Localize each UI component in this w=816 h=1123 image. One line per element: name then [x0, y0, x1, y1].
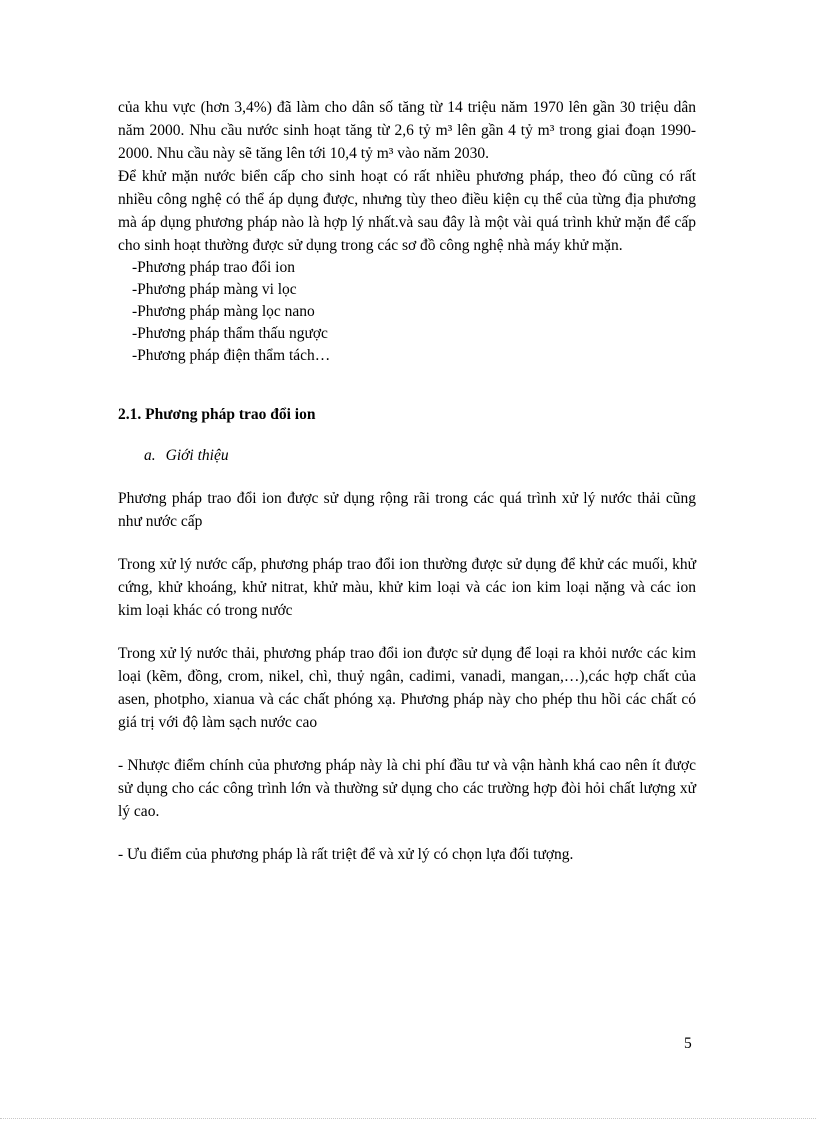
intro-paragraph-1: của khu vực (hơn 3,4%) đã làm cho dân số tăng từ 14 triệu năm 1970 lên gần 30 triệu dân năm 2000. Nhu cầu nước sinh hoạt tăng từ 2,6 tỷ m³ lên gần 4 tỷ m³ trong giai đoạn 1990-2000. Nhu cầu này sẽ tăng lên tới 10,4 tỷ m³ vào năm 2030. [118, 99, 696, 162]
methods-list [118, 257, 696, 367]
sub-heading [118, 444, 696, 467]
document-page [118, 96, 696, 866]
page-number: 5 [684, 1035, 692, 1052]
body-paragraph: Trong xử lý nước cấp, phương pháp trao đổi ion thường được sử dụng để khử các muối, khử cứng, khử khoáng, khử nitrat, khử màu, khử kim loại và các ion kim loại nặng và các ion kim loại khác có trong nước [118, 556, 696, 619]
list-item: -Phương pháp trao đổi ion [132, 259, 295, 276]
body-paragraph: - Nhược điểm chính của phương pháp này là chi phí đầu tư và vận hành khá cao nên ít được sử dụng cho các công trình lớn và thường sử dụng cho các trường hợp đòi hỏi chất lượng xử lý cao. [118, 757, 696, 820]
list-item: -Phương pháp màng lọc nano [132, 303, 315, 320]
section-heading: 2.1. Phương pháp trao đổi ion [118, 406, 316, 423]
body-paragraph: Phương pháp trao đổi ion được sử dụng rộng rãi trong các quá trình xử lý nước thải cũng như nước cấp [118, 490, 696, 530]
list-item: -Phương pháp màng vi lọc [132, 281, 297, 298]
body-paragraph: - Ưu điểm của phương pháp là rất triệt để và xử lý có chọn lựa đối tượng. [118, 846, 574, 863]
list-item: -Phương pháp điện thẩm tách… [132, 347, 331, 364]
list-item: -Phương pháp thẩm thấu ngược [132, 325, 328, 342]
body-paragraph: Trong xử lý nước thải, phương pháp trao đổi ion được sử dụng để loại ra khỏi nước các kim loại (kẽm, đồng, crom, nikel, chì, thuỷ ngân, cadimi, vanadi, mangan,…),các hợp chất của asen, photpho, xianua và các chất phóng xạ. Phương pháp này cho phép thu hồi các chất có giá trị với độ làm sạch nước cao [118, 645, 696, 731]
sub-heading-letter: a. [144, 447, 156, 464]
sub-heading-text: Giới thiệu [165, 447, 229, 464]
page-bottom-divider [0, 1118, 816, 1119]
intro-paragraph-2: Để khử mặn nước biển cấp cho sinh hoạt có rất nhiều phương pháp, theo đó cũng có rất nhiều công nghệ có thể áp dụng được, nhưng tùy theo điều kiện cụ thể của từng địa phương mà áp dụng phương pháp nào là hợp lý nhất.và sau đây là một vài quá trình khử mặn để cấp cho sinh hoạt thường được sử dụng trong các sơ đồ công nghệ nhà máy khử mặn. [118, 168, 696, 254]
